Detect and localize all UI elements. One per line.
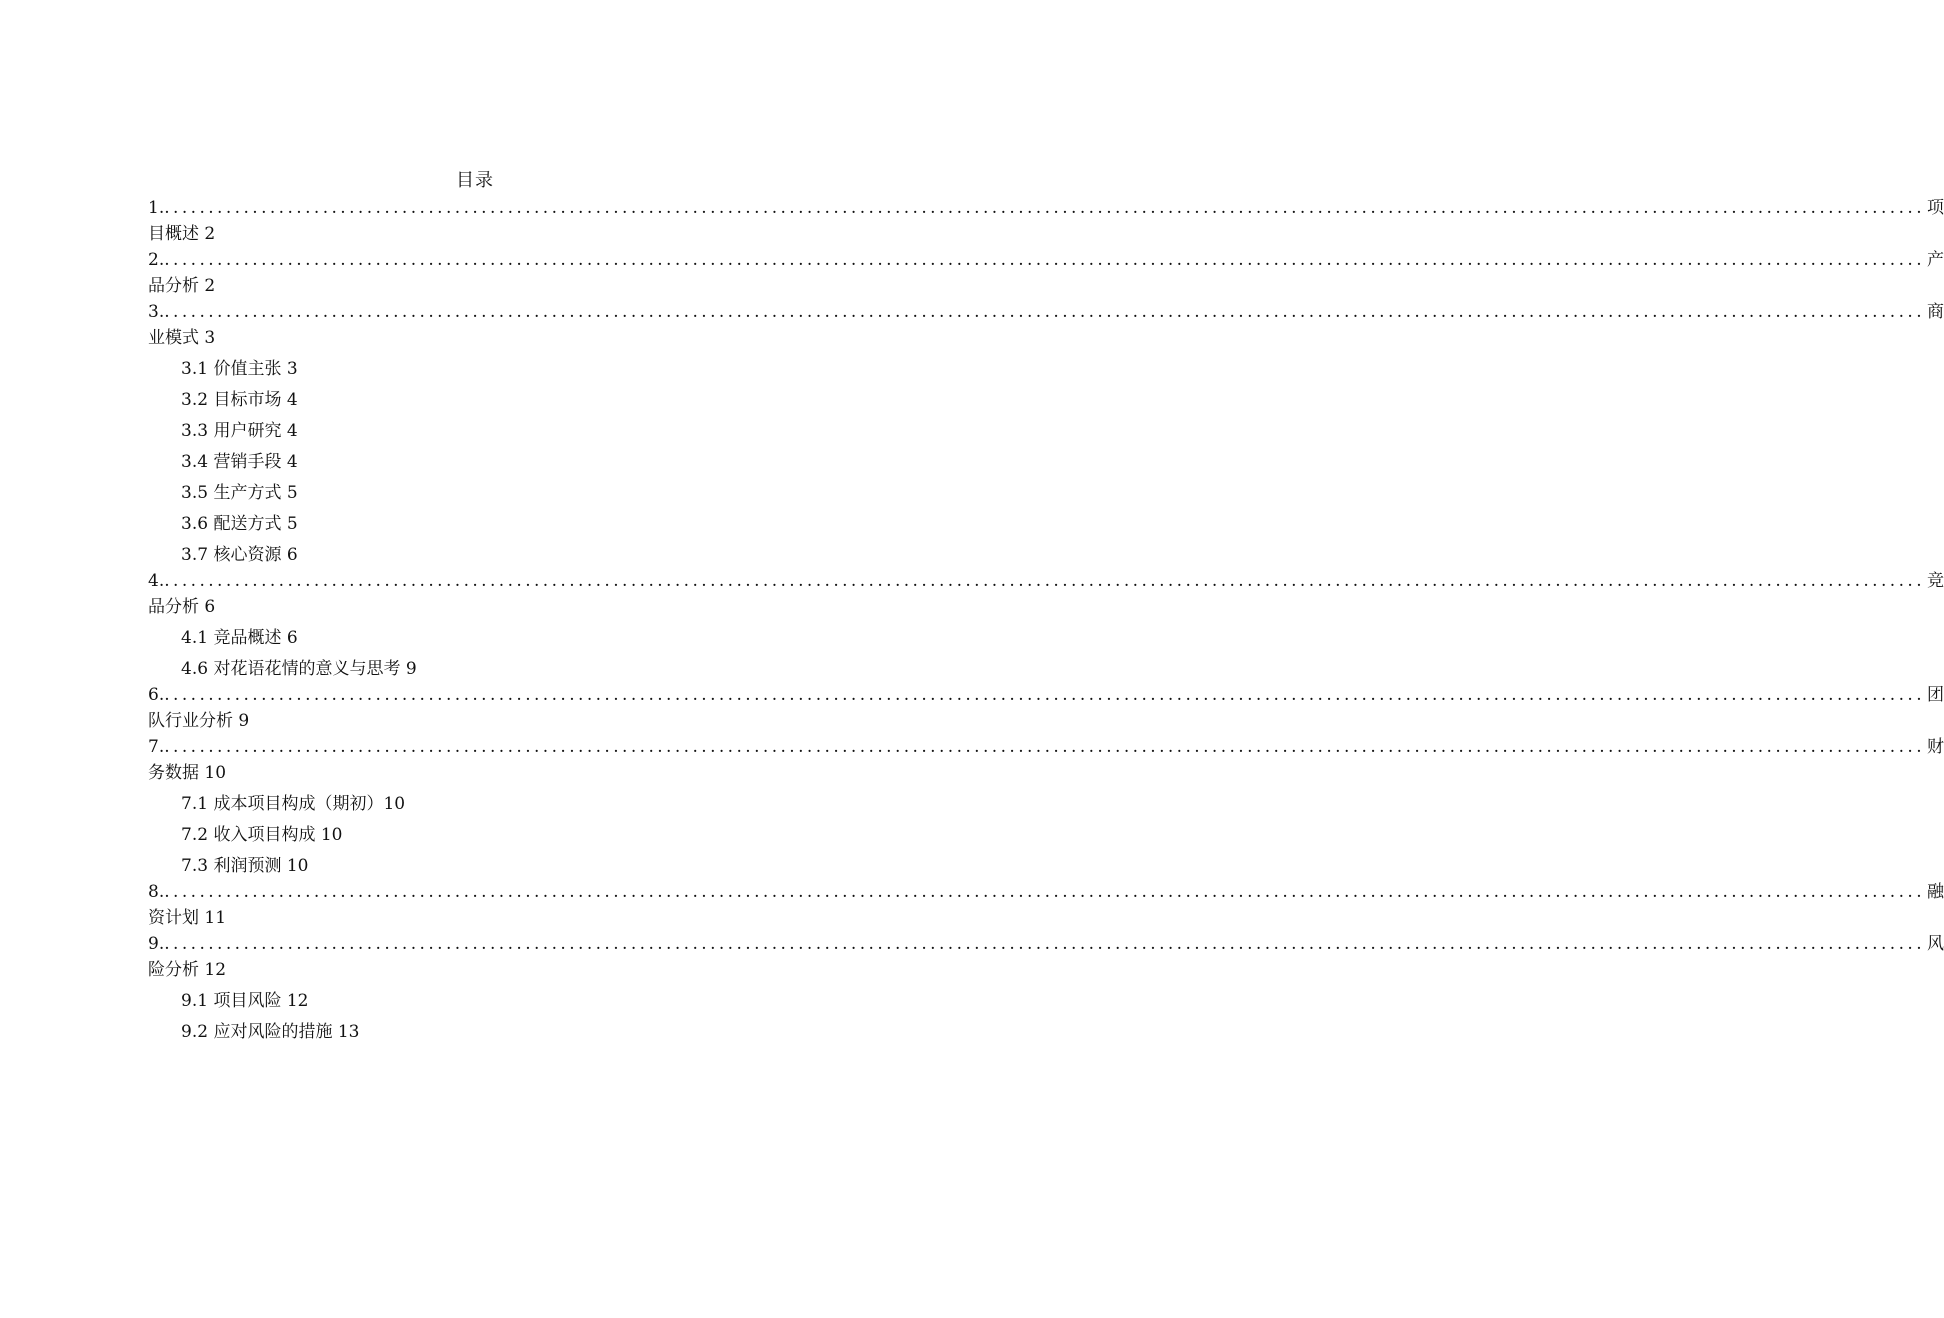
toc-section-number: 6.: [148, 685, 165, 705]
toc-section-title-rest: 品分析 2: [148, 276, 216, 296]
table-of-contents: [148, 198, 1944, 1048]
toc-section-title-start: 融: [1927, 882, 1944, 902]
toc-dot-leader: ........................................................................................................................................................................................................: [164, 685, 1925, 705]
toc-section-number: 3.: [148, 302, 165, 322]
toc-section-title-start: 竞: [1927, 571, 1944, 591]
toc-section[interactable]: [148, 302, 1944, 354]
toc-dot-leader: ........................................................................................................................................................................................................: [164, 882, 1925, 902]
toc-section-title-rest: 务数据 10: [148, 763, 227, 783]
toc-subsection[interactable]: 3.4 营销手段 4: [181, 452, 298, 472]
toc-dot-leader: ........................................................................................................................................................................................................: [164, 737, 1925, 757]
toc-section-line: [148, 198, 1944, 219]
toc-subsection[interactable]: 9.1 项目风险 12: [181, 991, 309, 1011]
toc-dot-leader: ........................................................................................................................................................................................................: [164, 302, 1925, 322]
toc-subsection[interactable]: 3.3 用户研究 4: [181, 421, 298, 441]
toc-subsection[interactable]: 4.6 对花语花情的意义与思考 9: [181, 659, 417, 679]
toc-section-title-rest: 业模式 3: [148, 328, 216, 348]
toc-subsection[interactable]: 7.3 利润预测 10: [181, 856, 309, 876]
toc-dot-leader: ........................................................................................................................................................................................................: [164, 198, 1925, 218]
toc-subsection[interactable]: 3.1 价值主张 3: [181, 359, 298, 379]
toc-section-number: 7.: [148, 737, 165, 757]
toc-section[interactable]: [148, 882, 1944, 934]
toc-subsection[interactable]: 7.2 收入项目构成 10: [181, 825, 343, 845]
toc-section-line: [148, 737, 1944, 758]
toc-dot-leader: ........................................................................................................................................................................................................: [164, 571, 1925, 591]
toc-section-number: 8.: [148, 882, 165, 902]
toc-section-title-rest: 目概述 2: [148, 224, 216, 244]
toc-subsection[interactable]: 9.2 应对风险的措施 13: [181, 1022, 360, 1042]
toc-subsection[interactable]: 4.1 竞品概述 6: [181, 628, 298, 648]
toc-section-number: 1.: [148, 198, 165, 218]
toc-section[interactable]: [148, 250, 1944, 302]
toc-section-title-start: 产: [1927, 250, 1944, 270]
toc-section-line: [148, 685, 1944, 706]
toc-section-title-rest: 队行业分析 9: [148, 711, 250, 731]
toc-section-line: [148, 571, 1944, 592]
toc-section-line: [148, 934, 1944, 955]
toc-section-title-start: 项: [1927, 198, 1944, 218]
toc-subsection[interactable]: 3.6 配送方式 5: [181, 514, 298, 534]
toc-section-number: 2.: [148, 250, 165, 270]
toc-subsection[interactable]: 3.5 生产方式 5: [181, 483, 298, 503]
toc-section-line: [148, 302, 1944, 323]
toc-section[interactable]: [148, 737, 1944, 789]
toc-section-title-start: 团: [1927, 685, 1944, 705]
toc-section-title-rest: 资计划 11: [148, 908, 227, 928]
toc-subsection[interactable]: 7.1 成本项目构成（期初）10: [181, 794, 406, 814]
toc-section[interactable]: [148, 571, 1944, 623]
toc-title: 目录: [456, 170, 494, 191]
toc-section-title-rest: 险分析 12: [148, 960, 227, 980]
toc-section-line: [148, 250, 1944, 271]
toc-section[interactable]: [148, 685, 1944, 737]
toc-dot-leader: ........................................................................................................................................................................................................: [164, 250, 1925, 270]
toc-section-title-start: 商: [1927, 302, 1944, 322]
toc-section-number: 9.: [148, 934, 165, 954]
toc-section-title-start: 财: [1927, 737, 1944, 757]
toc-dot-leader: ........................................................................................................................................................................................................: [164, 934, 1925, 954]
toc-section[interactable]: [148, 198, 1944, 250]
toc-section-line: [148, 882, 1944, 903]
toc-section-number: 4.: [148, 571, 165, 591]
toc-section-title-start: 风: [1927, 934, 1944, 954]
toc-section[interactable]: [148, 934, 1944, 986]
toc-subsection[interactable]: 3.7 核心资源 6: [181, 545, 298, 565]
toc-subsection[interactable]: 3.2 目标市场 4: [181, 390, 298, 410]
toc-section-title-rest: 品分析 6: [148, 597, 216, 617]
